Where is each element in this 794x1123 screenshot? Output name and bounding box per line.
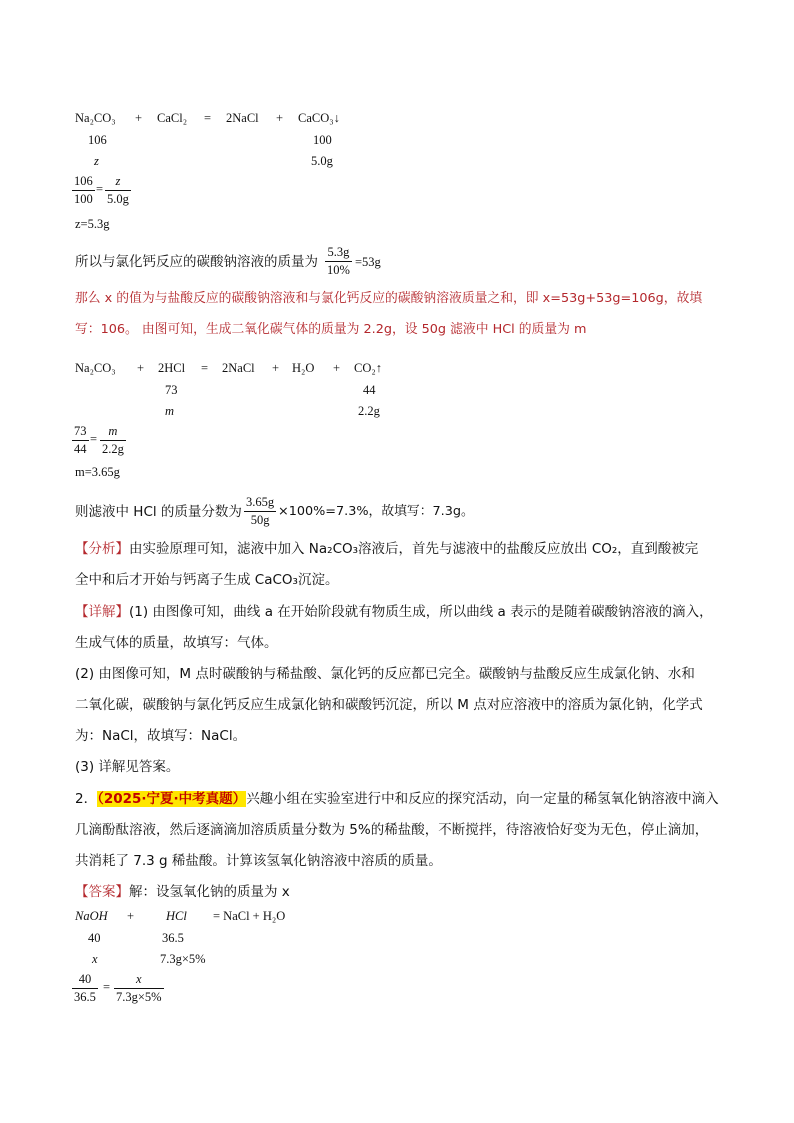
- eq3-ratio-left: $\frac{40}{36.5}$: [74, 972, 96, 1004]
- eq3-ratio-equals: =: [103, 980, 111, 994]
- detail-text-1: (1) 由图像可知，曲线 a 在开始阶段就有物质生成，所以曲线 a 表示的是随着碳酸钠溶液的滴入，: [129, 604, 713, 620]
- eq1-equals: =: [204, 111, 212, 125]
- eq1-mass-a: 106: [88, 133, 107, 147]
- mass-line-text: 所以与氯化钙反应的碳酸钠溶液的质量为: [75, 254, 318, 270]
- eq1-plus-2: +: [276, 111, 284, 125]
- eq1-cacl2: CaCl₂: [157, 111, 188, 125]
- eq1-ratio-equals: =: [96, 182, 104, 196]
- eq2-plus-1: +: [137, 361, 145, 375]
- hcl-line-text: 则滤液中 HCl 的质量分数为: [75, 504, 242, 520]
- analysis-line-2: 全中和后才开始与钙离子生成 CaCO₃沉淀。: [75, 572, 339, 588]
- answer-tag: 【答案】: [75, 884, 129, 900]
- detail-line-6: (3) 详解见答案。: [75, 759, 180, 775]
- eq1-plus-1: +: [135, 111, 143, 125]
- question-2-text-1: 兴趣小组在实验室进行中和反应的探究活动，向一定量的稀氢氧化钠溶液中滴入: [246, 791, 719, 807]
- detail-line-2: 生成气体的质量，故填写：气体。: [75, 635, 278, 651]
- eq1-na2co3: Na₂CO₃: [75, 111, 116, 125]
- question-2-line-2: 几滴酚酞溶液，然后逐滴滴加溶质质量分数为 5%的稀盐酸，不断搅拌，待溶液恰好变为无色，停止滴加，: [75, 822, 709, 838]
- x-value-line-1: 那么 x 的值为与盐酸反应的碳酸钠溶液和与氯化钙反应的碳酸钠溶液质量之和，即 x=53g+53g=106g，故填: [75, 291, 703, 306]
- analysis-tag: 【分析】: [75, 541, 129, 557]
- eq1-result: z=5.3g: [75, 217, 110, 231]
- eq2-plus-3: +: [333, 361, 341, 375]
- eq1-var-a: z: [94, 154, 99, 168]
- eq2-ratio-equals: =: [90, 432, 98, 446]
- eq2-co2: CO₂↑: [354, 361, 382, 375]
- answer-line: [75, 886, 290, 900]
- eq2-plus-2: +: [272, 361, 280, 375]
- question-2-number: 2．: [75, 791, 98, 807]
- eq3-rhs: = NaCl + H₂O: [213, 909, 286, 923]
- eq2-ratio-right: $\frac{m}{2.2g}$: [102, 424, 124, 456]
- detail-line-1: [75, 606, 713, 620]
- detail-line-5: 为：NaCl，故填写：NaCl。: [75, 728, 247, 744]
- eq2-var-a: m: [165, 404, 175, 418]
- eq2-2hcl: 2HCl: [158, 361, 186, 375]
- eq3-hcl: HCl: [166, 909, 187, 923]
- eq1-ratio-left: $\frac{106}{100}$: [74, 174, 93, 206]
- eq3-mass-b: 36.5: [162, 931, 184, 945]
- eq1-ratio-right: $\frac{z}{5.0g}$: [107, 174, 129, 206]
- eq2-equals: =: [201, 361, 209, 375]
- analysis-text-1: 由实验原理可知，滤液中加入 Na₂CO₃溶液后，首先与滤液中的盐酸反应放出 CO₂，直到酸被完: [129, 541, 699, 557]
- eq3-mass-a: 40: [88, 931, 101, 945]
- eq3-var-b: 7.3g×5%: [160, 952, 206, 966]
- hcl-line-fraction: $\frac{3.65g}{50g}$: [246, 495, 275, 527]
- eq1-var-b: 5.0g: [311, 154, 333, 168]
- detail-tag: 【详解】: [75, 604, 129, 620]
- eq2-var-b: 2.2g: [358, 404, 380, 418]
- eq3-var-a: x: [92, 952, 98, 966]
- analysis-line-1: [75, 543, 698, 557]
- eq1-mass-b: 100: [313, 133, 332, 147]
- question-2-line-1: [75, 793, 719, 807]
- eq3-ratio-right: $\frac{x}{7.3g\times 5\%}$: [116, 972, 162, 1004]
- eq3-naoh: NaOH: [75, 909, 108, 923]
- eq2-mass-b: 44: [363, 383, 376, 397]
- mass-line-result: =53g: [355, 255, 381, 269]
- detail-line-4: 二氧化碳，碳酸钠与氯化钙反应生成氯化钠和碳酸钙沉淀，所以 M 点对应溶液中的溶质为氯化钠，化学式: [75, 697, 703, 713]
- eq1-2nacl: 2NaCl: [226, 111, 259, 125]
- eq2-mass-a: 73: [165, 383, 178, 397]
- eq2-result: m=3.65g: [75, 465, 120, 479]
- eq2-2nacl: 2NaCl: [222, 361, 255, 375]
- eq2-h2o: H₂O: [292, 361, 315, 375]
- eq3-plus: +: [127, 909, 135, 923]
- question-2-source-badge: （2025·宁夏·中考真题）: [97, 791, 247, 807]
- eq2-ratio-left: $\frac{73}{44}$: [74, 424, 87, 456]
- x-value-line-2: 写：106。 由图可知，生成二氧化碳气体的质量为 2.2g，设 50g 滤液中 HCl 的质量为 m: [75, 322, 587, 337]
- answer-text: 解：设氢氧化钠的质量为 x: [129, 884, 290, 900]
- hcl-line-result: ×100%=7.3%，故填写：7.3g。: [278, 504, 474, 519]
- question-2-line-3: 共消耗了 7.3 g 稀盐酸。计算该氢氧化钠溶液中溶质的质量。: [75, 853, 442, 869]
- detail-line-3: (2) 由图像可知，M 点时碳酸钠与稀盐酸、氯化钙的反应都已完全。碳酸钠与盐酸反应生成氯化钠、水和: [75, 666, 695, 682]
- eq1-caco3: CaCO₃↓: [298, 111, 340, 125]
- eq2-na2co3: Na₂CO₃: [75, 361, 116, 375]
- mass-line-fraction: $\frac{5.3g}{10\%}$: [327, 245, 350, 277]
